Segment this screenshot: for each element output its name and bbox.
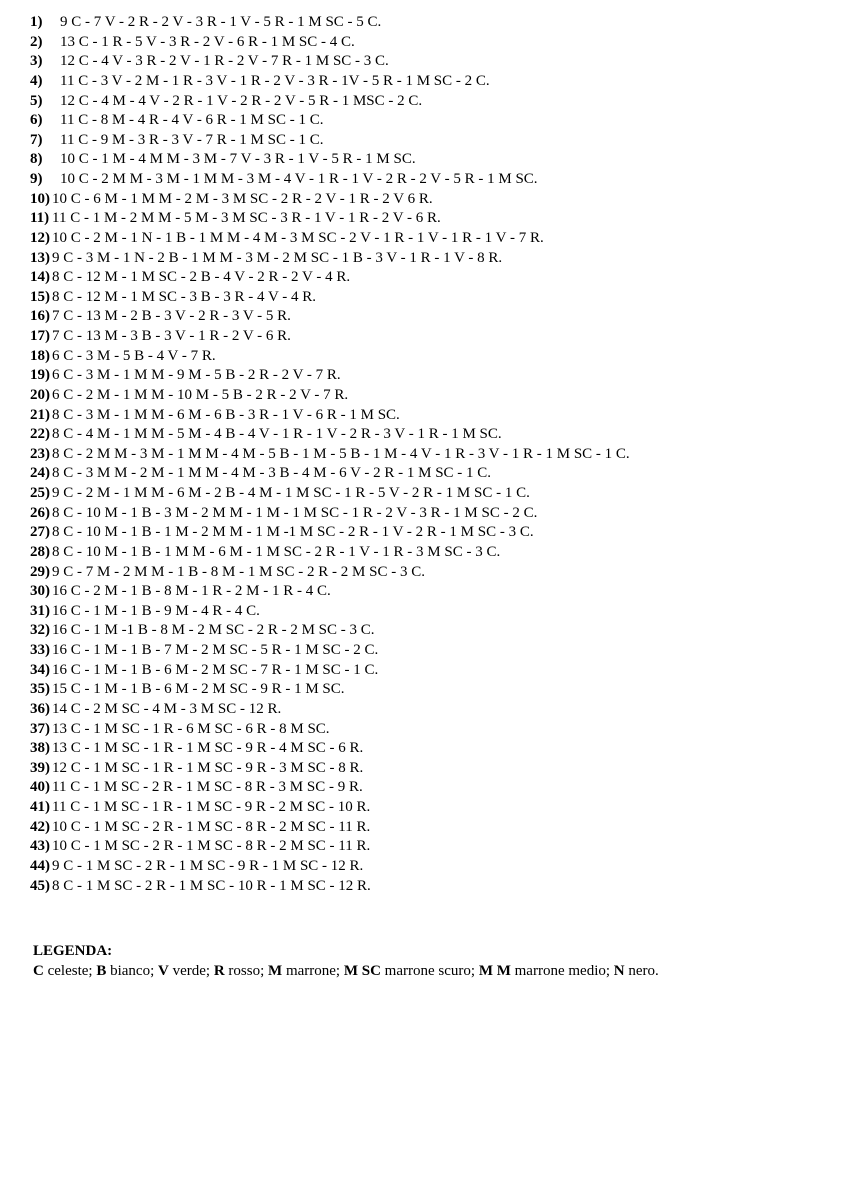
row-number: 20) <box>30 386 50 403</box>
row-sequence: 11 C - 9 M - 3 R - 3 V - 7 R - 1 M SC - 1 C. <box>60 131 324 148</box>
pattern-row <box>30 190 830 210</box>
pattern-row <box>30 307 830 327</box>
pattern-row <box>30 406 830 426</box>
row-number: 5) <box>30 92 43 109</box>
pattern-row <box>30 818 830 838</box>
row-number: 38) <box>30 740 50 757</box>
row-sequence: 6 C - 2 M - 1 M M - 10 M - 5 B - 2 R - 2 V - 7 R. <box>52 386 349 403</box>
row-number: 39) <box>30 759 50 776</box>
row-sequence: 9 C - 7 M - 2 M M - 1 B - 8 M - 1 M SC - 2 R - 2 M SC - 3 C. <box>52 563 425 580</box>
row-number: 29) <box>30 563 50 580</box>
pattern-row <box>30 857 830 877</box>
row-number: 15) <box>30 288 50 305</box>
row-number: 11) <box>30 210 50 227</box>
legend-description: marrone medio; <box>514 963 611 979</box>
pattern-row <box>30 700 830 720</box>
pattern-row <box>30 837 830 857</box>
row-number: 21) <box>30 406 50 423</box>
row-sequence: 11 C - 1 M SC - 2 R - 1 M SC - 8 R - 3 M SC - 9 R. <box>52 779 363 796</box>
row-number: 28) <box>30 543 50 560</box>
legend-description: celeste; <box>47 963 93 979</box>
legend-code: M <box>268 963 283 979</box>
pattern-row <box>30 425 830 445</box>
row-number: 13) <box>30 249 50 266</box>
pattern-row <box>30 582 830 602</box>
row-number: 33) <box>30 642 50 658</box>
row-sequence: 6 C - 3 M - 5 B - 4 V - 7 R. <box>52 347 216 364</box>
row-sequence: 11 C - 1 M - 2 M M - 5 M - 3 M SC - 3 R - 1 V - 1 R - 2 V - 6 R. <box>52 210 441 227</box>
row-number: 10) <box>30 190 50 207</box>
row-sequence: 8 C - 10 M - 1 B - 1 M M - 6 M - 1 M SC - 2 R - 1 V - 1 R - 3 M SC - 3 C. <box>52 543 501 560</box>
pattern-row <box>30 52 830 72</box>
row-number: 44) <box>30 857 50 874</box>
row-number: 27) <box>30 524 50 541</box>
row-sequence: 8 C - 10 M - 1 B - 3 M - 2 M M - 1 M - 1 M SC - 1 R - 2 V - 3 R - 1 M SC - 2 C. <box>52 504 538 521</box>
row-sequence: 8 C - 1 M SC - 2 R - 1 M SC - 10 R - 1 M SC - 12 R. <box>52 877 371 894</box>
row-number: 3) <box>30 53 43 70</box>
row-number: 32) <box>30 622 50 639</box>
pattern-row-list <box>30 13 830 896</box>
pattern-row <box>30 150 830 170</box>
row-number: 4) <box>30 72 43 89</box>
pattern-row <box>30 798 830 818</box>
pattern-row <box>30 759 830 779</box>
legend-description: verde; <box>172 963 211 979</box>
legend-code: C <box>33 963 44 979</box>
row-number: 25) <box>30 485 50 501</box>
legend-code: N <box>613 963 625 979</box>
row-sequence: 10 C - 1 M SC - 2 R - 1 M SC - 8 R - 2 M SC - 11 R. <box>52 818 371 835</box>
row-number: 24) <box>30 465 50 482</box>
row-number: 26) <box>30 504 50 521</box>
legend-code: M M <box>478 963 511 979</box>
row-number: 17) <box>30 328 50 344</box>
row-number: 9) <box>30 171 43 187</box>
legend-entries <box>33 961 833 981</box>
legend-title: LEGENDA: <box>33 943 113 959</box>
pattern-row <box>30 739 830 759</box>
row-sequence: 9 C - 7 V - 2 R - 2 V - 3 R - 1 V - 5 R - 1 M SC - 5 C. <box>60 14 382 30</box>
legend-code: M SC <box>343 963 381 979</box>
legend-description: rosso; <box>228 963 265 979</box>
row-number: 16) <box>30 308 50 325</box>
legend-code: B <box>96 963 107 979</box>
row-sequence: 12 C - 4 V - 3 R - 2 V - 1 R - 2 V - 7 R - 1 M SC - 3 C. <box>60 53 389 70</box>
row-sequence: 15 C - 1 M - 1 B - 6 M - 2 M SC - 9 R - 1 M SC. <box>52 681 345 698</box>
row-number: 36) <box>30 700 50 717</box>
row-number: 45) <box>30 877 50 894</box>
row-sequence: 11 C - 1 M SC - 1 R - 1 M SC - 9 R - 2 M SC - 10 R. <box>52 799 371 815</box>
pattern-row <box>30 170 830 190</box>
pattern-row <box>30 13 830 33</box>
row-sequence: 16 C - 1 M - 1 B - 7 M - 2 M SC - 5 R - 1 M SC - 2 C. <box>52 642 379 658</box>
row-sequence: 14 C - 2 M SC - 4 M - 3 M SC - 12 R. <box>52 700 282 717</box>
row-sequence: 13 C - 1 M SC - 1 R - 6 M SC - 6 R - 8 M SC. <box>52 720 330 737</box>
row-number: 8) <box>30 151 43 168</box>
row-sequence: 16 C - 1 M -1 B - 8 M - 2 M SC - 2 R - 2 M SC - 3 C. <box>52 622 375 639</box>
legend-description: marrone; <box>285 963 341 979</box>
row-number: 42) <box>30 818 50 835</box>
row-sequence: 12 C - 1 M SC - 1 R - 1 M SC - 9 R - 3 M SC - 8 R. <box>52 759 364 776</box>
row-sequence: 9 C - 2 M - 1 M M - 6 M - 2 B - 4 M - 1 M SC - 1 R - 5 V - 2 R - 1 M SC - 1 C. <box>52 485 530 501</box>
pattern-row <box>30 680 830 700</box>
row-sequence: 11 C - 8 M - 4 R - 4 V - 6 R - 1 M SC - 1 C. <box>60 112 324 129</box>
pattern-row <box>30 563 830 583</box>
row-number: 31) <box>30 602 50 619</box>
row-sequence: 16 C - 1 M - 1 B - 9 M - 4 R - 4 C. <box>52 602 260 619</box>
row-sequence: 8 C - 3 M - 1 M M - 6 M - 6 B - 3 R - 1 V - 6 R - 1 M SC. <box>52 406 400 423</box>
row-number: 41) <box>30 799 50 815</box>
legend <box>33 941 833 981</box>
row-number: 35) <box>30 681 50 698</box>
legend-description: bianco; <box>110 963 155 979</box>
row-number: 7) <box>30 131 43 148</box>
row-number: 37) <box>30 720 50 737</box>
row-sequence: 7 C - 13 M - 3 B - 3 V - 1 R - 2 V - 6 R. <box>52 328 291 344</box>
row-sequence: 7 C - 13 M - 2 B - 3 V - 2 R - 3 V - 5 R. <box>52 308 291 325</box>
pattern-row <box>30 484 830 504</box>
row-number: 19) <box>30 367 50 384</box>
pattern-row <box>30 543 830 563</box>
pattern-row <box>30 602 830 622</box>
row-sequence: 10 C - 6 M - 1 M M - 2 M - 3 M SC - 2 R - 2 V - 1 R - 2 V 6 R. <box>52 190 433 207</box>
row-number: 14) <box>30 269 50 286</box>
row-sequence: 8 C - 10 M - 1 B - 1 M - 2 M M - 1 M -1 M SC - 2 R - 1 V - 2 R - 1 M SC - 3 C. <box>52 524 534 541</box>
pattern-row <box>30 877 830 897</box>
pattern-row <box>30 249 830 269</box>
row-sequence: 13 C - 1 M SC - 1 R - 1 M SC - 9 R - 4 M SC - 6 R. <box>52 740 364 757</box>
pattern-row <box>30 209 830 229</box>
legend-description: marrone scuro; <box>384 963 476 979</box>
row-sequence: 9 C - 1 M SC - 2 R - 1 M SC - 9 R - 1 M SC - 12 R. <box>52 857 364 874</box>
pattern-row <box>30 464 830 484</box>
row-sequence: 10 C - 2 M - 1 N - 1 B - 1 M M - 4 M - 3 M SC - 2 V - 1 R - 1 V - 1 R - 1 V - 7 R. <box>52 229 544 246</box>
pattern-row <box>30 621 830 641</box>
pattern-row <box>30 445 830 465</box>
row-number: 43) <box>30 838 50 855</box>
row-number: 18) <box>30 347 50 364</box>
pattern-row <box>30 92 830 112</box>
row-number: 1) <box>30 14 43 30</box>
row-number: 34) <box>30 661 50 678</box>
row-number: 30) <box>30 583 50 600</box>
pattern-row <box>30 778 830 798</box>
pattern-row <box>30 347 830 367</box>
row-sequence: 11 C - 3 V - 2 M - 1 R - 3 V - 1 R - 2 V - 3 R - 1V - 5 R - 1 M SC - 2 C. <box>60 72 490 89</box>
legend-description: nero. <box>628 963 659 979</box>
row-sequence: 10 C - 1 M - 4 M M - 3 M - 7 V - 3 R - 1 V - 5 R - 1 M SC. <box>60 151 416 168</box>
pattern-row <box>30 641 830 661</box>
row-sequence: 8 C - 2 M M - 3 M - 1 M M - 4 M - 5 B - 1 M - 5 B - 1 M - 4 V - 1 R - 3 V - 1 R - 1 M SC - 1 C. <box>52 445 630 462</box>
pattern-row <box>30 131 830 151</box>
pattern-row <box>30 504 830 524</box>
row-sequence: 10 C - 1 M SC - 2 R - 1 M SC - 8 R - 2 M SC - 11 R. <box>52 838 371 855</box>
pattern-row <box>30 288 830 308</box>
pattern-row <box>30 386 830 406</box>
legend-code: R <box>213 963 225 979</box>
row-sequence: 10 C - 2 M M - 3 M - 1 M M - 3 M - 4 V - 1 R - 1 V - 2 R - 2 V - 5 R - 1 M SC. <box>60 171 538 187</box>
pattern-row <box>30 229 830 249</box>
row-sequence: 8 C - 12 M - 1 M SC - 3 B - 3 R - 4 V - 4 R. <box>52 288 317 305</box>
row-sequence: 8 C - 3 M M - 2 M - 1 M M - 4 M - 3 B - 4 M - 6 V - 2 R - 1 M SC - 1 C. <box>52 465 492 482</box>
row-number: 6) <box>30 112 43 129</box>
pattern-row <box>30 33 830 53</box>
row-number: 22) <box>30 426 50 443</box>
pattern-document <box>30 13 830 979</box>
row-sequence: 8 C - 4 M - 1 M M - 5 M - 4 B - 4 V - 1 R - 1 V - 2 R - 3 V - 1 R - 1 M SC. <box>52 426 502 443</box>
pattern-row <box>30 720 830 740</box>
row-number: 40) <box>30 779 50 796</box>
row-sequence: 12 C - 4 M - 4 V - 2 R - 1 V - 2 R - 2 V - 5 R - 1 MSC - 2 C. <box>60 92 423 109</box>
pattern-row <box>30 268 830 288</box>
legend-code: V <box>158 963 169 979</box>
row-number: 23) <box>30 445 50 462</box>
row-number: 2) <box>30 33 43 50</box>
row-sequence: 16 C - 2 M - 1 B - 8 M - 1 R - 2 M - 1 R - 4 C. <box>52 583 331 600</box>
row-sequence: 13 C - 1 R - 5 V - 3 R - 2 V - 6 R - 1 M SC - 4 C. <box>60 33 355 50</box>
pattern-row <box>30 366 830 386</box>
row-sequence: 6 C - 3 M - 1 M M - 9 M - 5 B - 2 R - 2 V - 7 R. <box>52 367 341 384</box>
pattern-row <box>30 72 830 92</box>
pattern-row <box>30 523 830 543</box>
row-sequence: 8 C - 12 M - 1 M SC - 2 B - 4 V - 2 R - 2 V - 4 R. <box>52 269 351 286</box>
row-sequence: 16 C - 1 M - 1 B - 6 M - 2 M SC - 7 R - 1 M SC - 1 C. <box>52 661 379 678</box>
pattern-row <box>30 661 830 681</box>
pattern-row <box>30 111 830 131</box>
row-number: 12) <box>30 229 50 246</box>
pattern-row <box>30 327 830 347</box>
row-sequence: 9 C - 3 M - 1 N - 2 B - 1 M M - 3 M - 2 M SC - 1 B - 3 V - 1 R - 1 V - 8 R. <box>52 249 503 266</box>
